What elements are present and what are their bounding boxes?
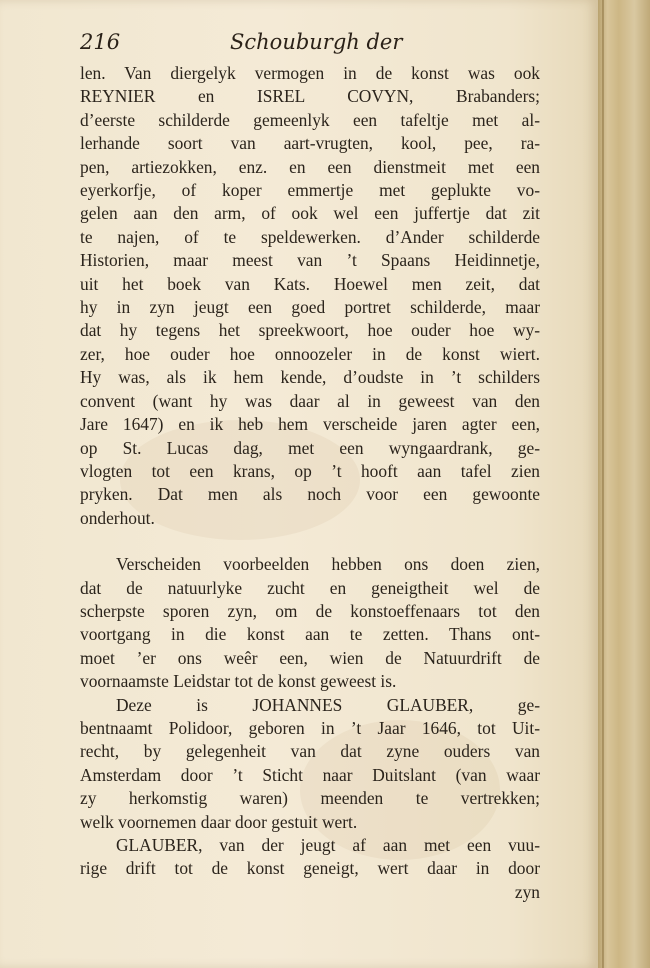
text-line: GLAUBER, van der jeugt af aan met een vuu- [116, 835, 540, 855]
text-line: len. Van diergelyk vermogen in de konst was ook [80, 63, 540, 83]
text-line: Jare 1647) en ik heb hem verscheide jaren agter een, [80, 414, 540, 435]
text-line: dat hy tegens het spreekwoort, hoe ouder hoe wy- [80, 320, 540, 341]
text-line: REYNIER en ISREL COVYN, Brabanders; [80, 86, 540, 107]
text-line: pryken. Dat men als noch voor een gewoonte [80, 484, 540, 505]
text-line: gelen aan den arm, of ook wel een juffertje dat zit [80, 203, 540, 224]
book-page-edge [598, 0, 650, 968]
text-line: onderhout. [80, 507, 155, 528]
text-line: eyerkorfje, of koper emmertje met geplukte vo- [80, 180, 540, 201]
text-line: Hy was, als ik hem kende, d’oudste in ’t schilders [80, 367, 540, 388]
text-line: Amsterdam door ’t Sticht naar Duitslant (van waar [80, 764, 540, 785]
text-line: moet ’er ons weêr een, wien de Natuurdrift de [80, 647, 540, 668]
text-line: Deze is JOHANNES GLAUBER, ge- [116, 694, 540, 715]
text-line: d’eerste schilderde gemeenlyk een tafeltje met al- [80, 109, 540, 130]
text-line: convent (want hy was daar al in geweest van den [80, 390, 540, 411]
text-line: rige drift tot de konst geneigt, wert daar in door [80, 858, 540, 879]
text-line: dat de natuurlyke zucht en geneigtheit wel de [80, 577, 540, 598]
text-line: bentnaamt Polidoor, geboren in ’t Jaar 1646, tot Uit- [80, 717, 540, 738]
text-line: voornaamste Leidstar tot de konst geweest is. [80, 671, 397, 692]
paragraph-gap [80, 530, 540, 553]
paragraph-2 [80, 553, 540, 904]
text-line: welk voornemen daar door gestuit wert. [80, 811, 358, 832]
text-line: zer, hoe ouder hoe onnoozeler in de konst wiert. [80, 343, 540, 364]
body-text [80, 62, 540, 904]
page-header [80, 30, 540, 60]
text-line: pen, artiezokken, enz. en een dienstmeit met een [80, 156, 540, 177]
text-line: scherpste sporen zyn, om de konstoeffenaars tot den [80, 600, 540, 621]
text-line: te najen, of te speldewerken. d’Ander schilderde [80, 226, 540, 247]
text-line: recht, by gelegenheit van dat zyne ouders van [80, 741, 540, 762]
text-line: hy in zyn jeugt een goed portret schilderde, maar [80, 297, 540, 318]
catchword: zyn [514, 881, 540, 902]
text-line: zy herkomstig waren) meenden te vertrekken; [80, 788, 540, 809]
text-line: Historien, maar meest van ’t Spaans Heidinnetje, [80, 250, 540, 271]
text-line: Verscheiden voorbeelden hebben ons doen zien, [116, 554, 540, 575]
page-number: 216 [80, 30, 121, 54]
paragraph-1 [80, 62, 540, 530]
text-line: voortgang in die konst aan te zetten. Thans ont- [80, 624, 540, 645]
running-head: Schouburgh der [230, 30, 403, 54]
text-line: lerhande soort van aart-vrugten, kool, pee, ra- [80, 133, 540, 154]
text-line: uit het boek van Kats. Hoewel men zeit, dat [80, 273, 540, 294]
text-line: op St. Lucas dag, met een wyngaardrank, ge- [80, 437, 540, 458]
text-line: vlogten tot een krans, op ’t hooft aan tafel zien [80, 460, 540, 481]
